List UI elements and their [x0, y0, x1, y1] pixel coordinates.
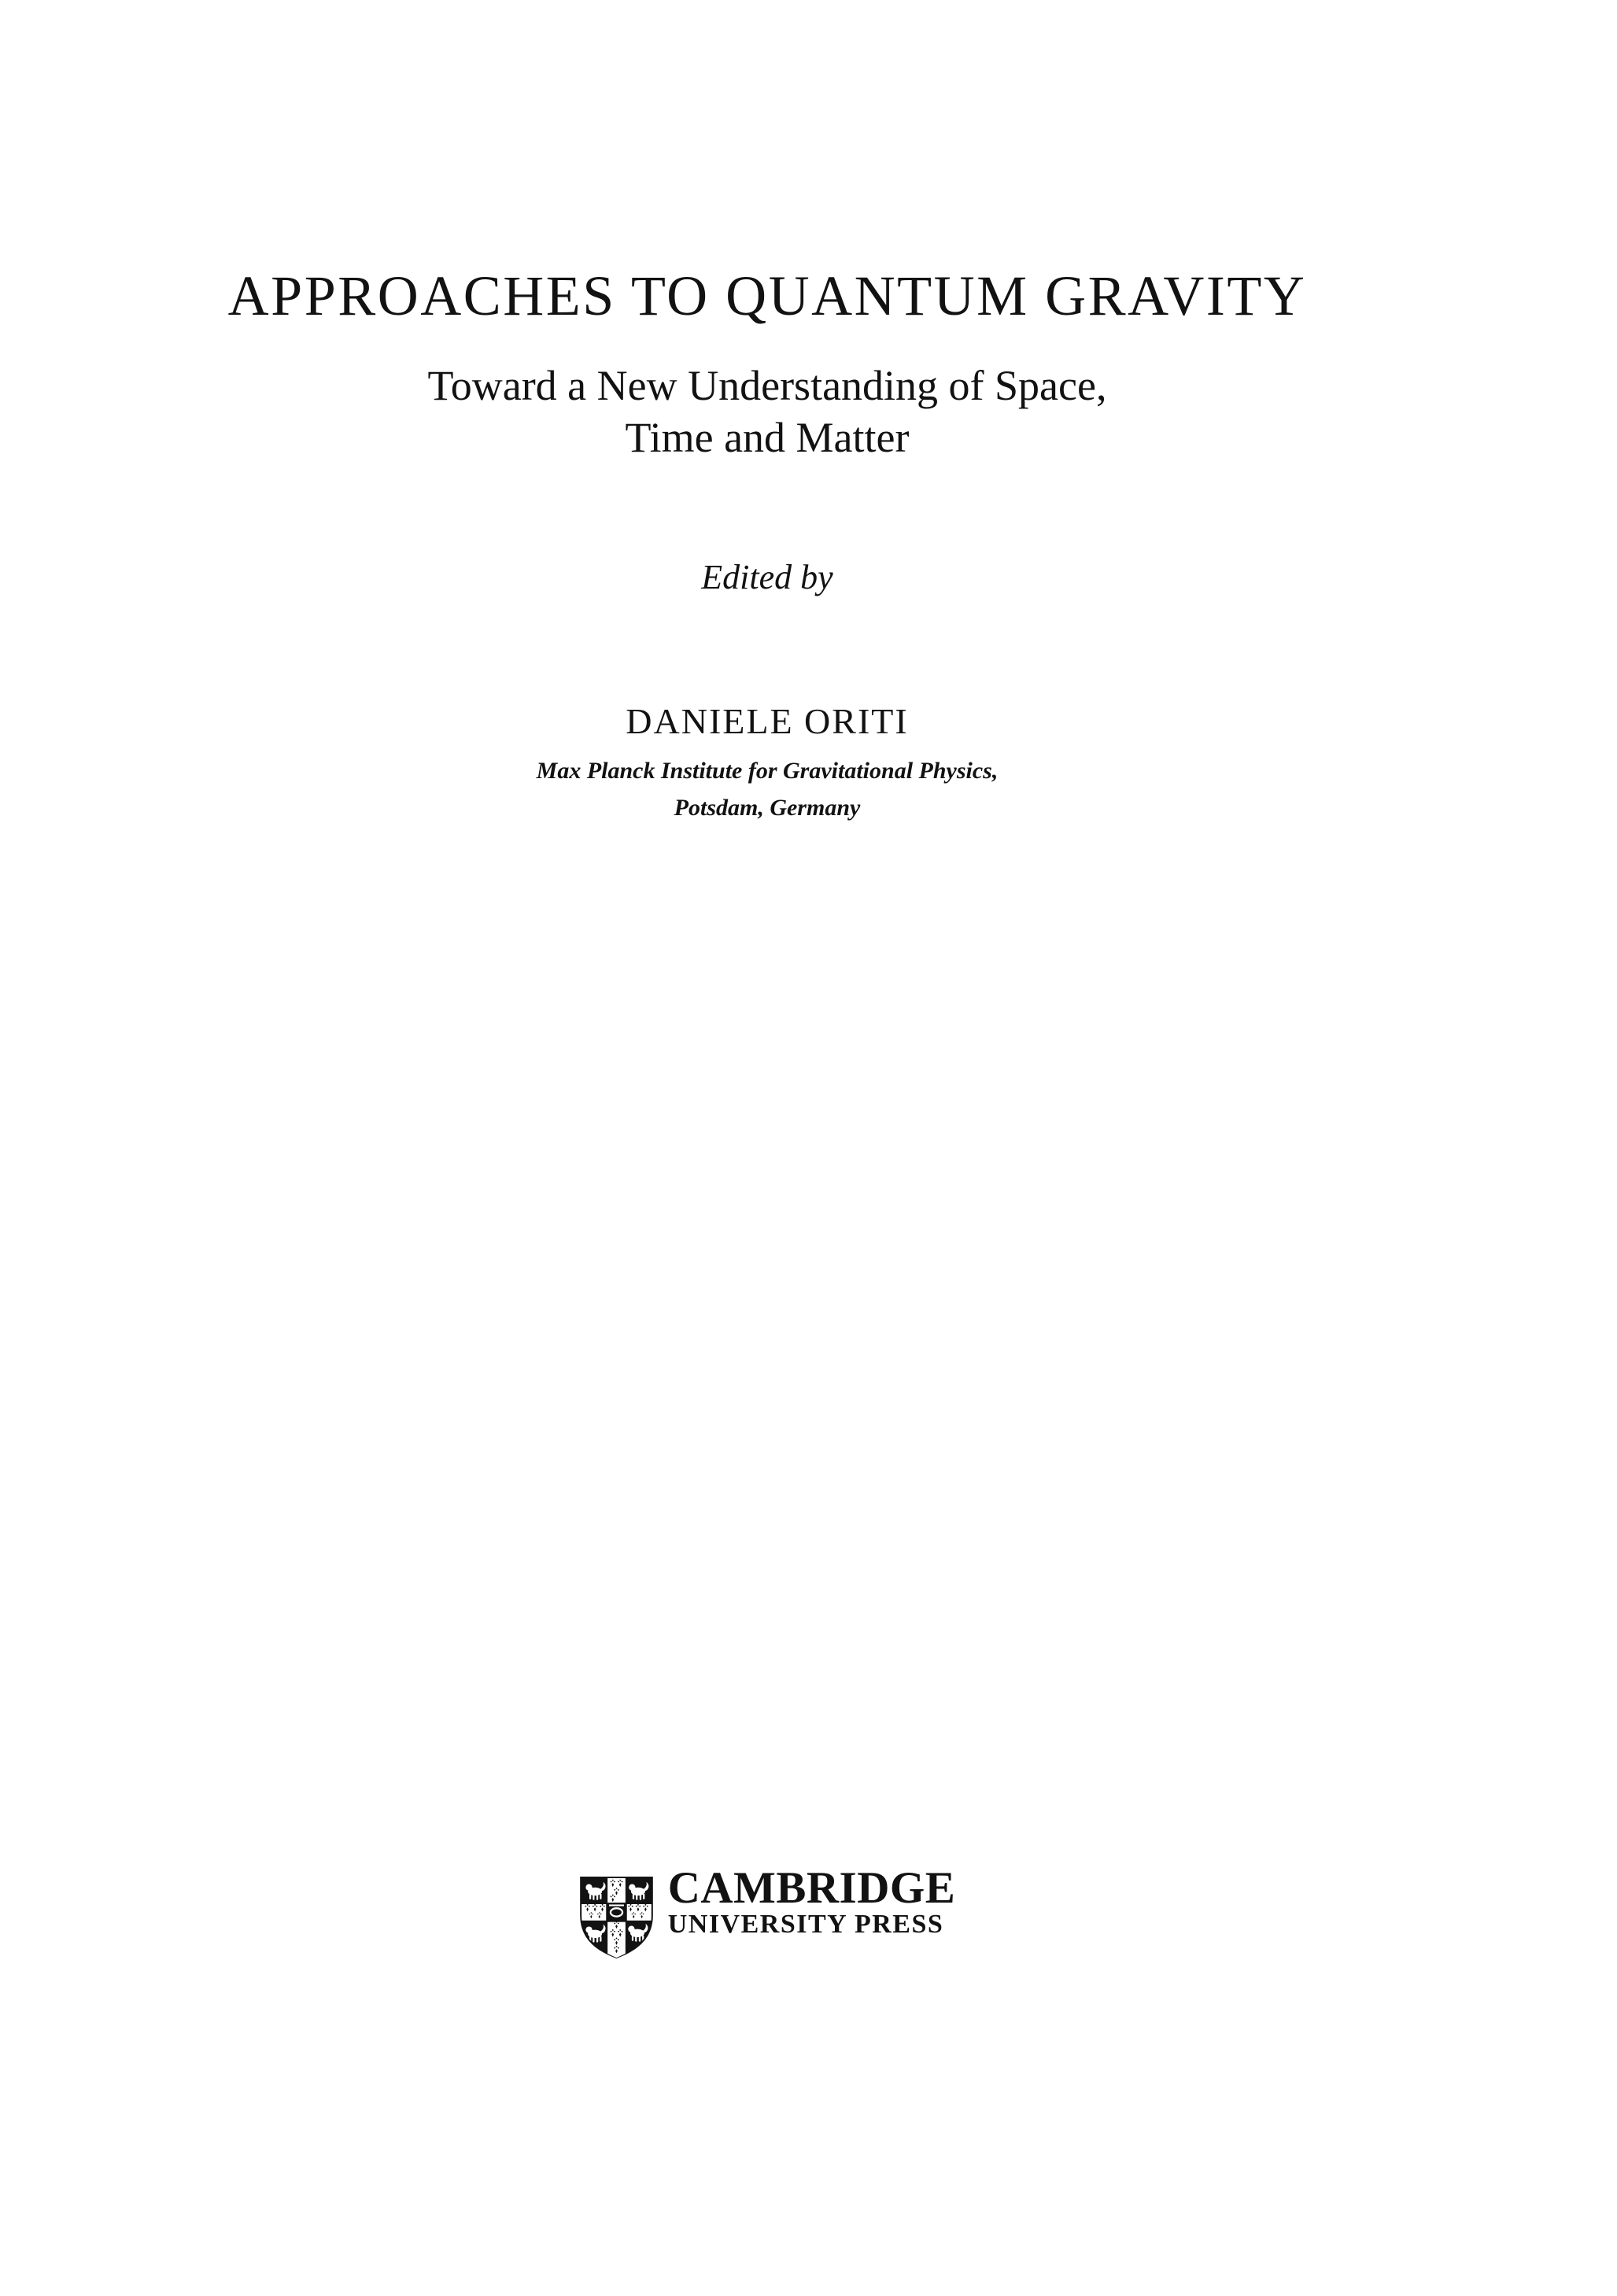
- cambridge-university-shield-icon: [579, 1877, 654, 1958]
- book-subtitle-line-2: Time and Matter: [625, 414, 910, 461]
- affiliation-line-1: Max Planck Institute for Gravitational Physics,: [536, 758, 999, 784]
- publisher-wordmark: [667, 1863, 956, 1939]
- editor-name: DANIELE ORITI: [626, 701, 909, 741]
- book-title: APPROACHES TO QUANTUM GRAVITY: [227, 264, 1307, 327]
- affiliation-line-2: Potsdam, Germany: [674, 795, 861, 821]
- publisher-logo: [0, 1863, 1534, 1958]
- edited-by-label: Edited by: [701, 558, 833, 596]
- book-subtitle-line-1: Toward a New Understanding of Space,: [427, 362, 1107, 409]
- editor-affiliation: [0, 752, 1534, 826]
- book-subtitle: [0, 360, 1534, 463]
- publisher-subname: UNIVERSITY PRESS: [667, 1910, 944, 1939]
- publisher-name: CAMBRIDGE: [667, 1863, 956, 1913]
